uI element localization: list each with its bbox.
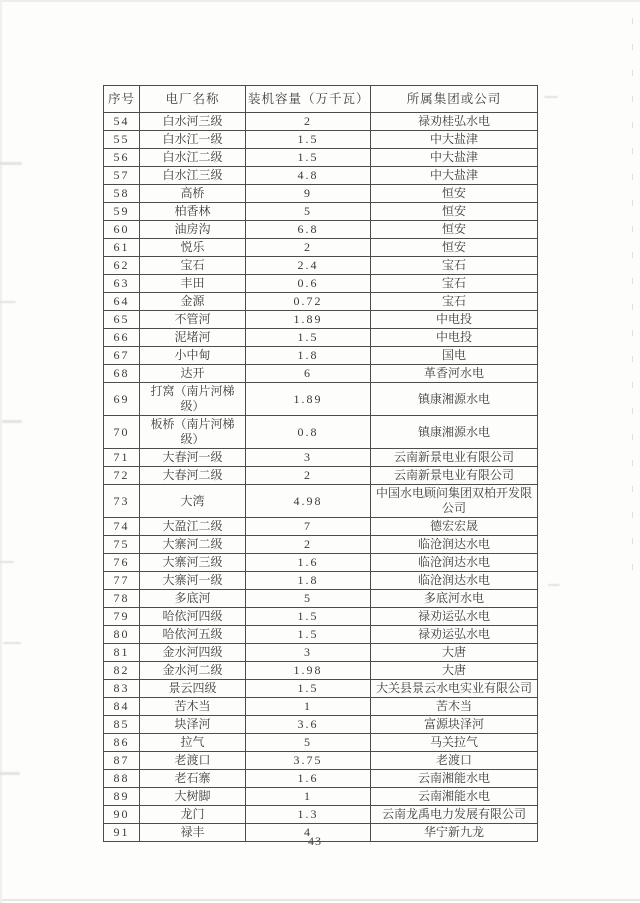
plant-name-cell: 白水江三级: [140, 167, 246, 185]
company-cell: 大唐: [371, 662, 538, 680]
capacity-cell: 3: [246, 644, 371, 662]
serial-cell: 86: [104, 734, 140, 752]
header-row: [104, 86, 538, 113]
scan-smudge: [0, 772, 20, 775]
serial-cell: 84: [104, 698, 140, 716]
company-cell: 中大盐津: [371, 131, 538, 149]
table-row: [104, 203, 538, 221]
table-row: [104, 734, 538, 752]
serial-cell: 73: [104, 485, 140, 518]
company-cell: 中国水电顾问集团双柏开发限公司: [371, 485, 538, 518]
table-row: [104, 716, 538, 734]
plant-name-cell: 大寨河一级: [140, 572, 246, 590]
plant-name-cell: 哈依河四级: [140, 608, 246, 626]
scan-smudge: [544, 96, 558, 98]
table-row: [104, 131, 538, 149]
serial-cell: 89: [104, 788, 140, 806]
capacity-cell: 6.8: [246, 221, 371, 239]
serial-cell: 90: [104, 806, 140, 824]
serial-cell: 72: [104, 467, 140, 485]
company-cell: 富源块泽河: [371, 716, 538, 734]
table-row: [104, 770, 538, 788]
company-cell: 宝石: [371, 257, 538, 275]
table-row: [104, 644, 538, 662]
serial-cell: 67: [104, 347, 140, 365]
table-row: [104, 416, 538, 449]
plant-name-cell: 金水河四级: [140, 644, 246, 662]
serial-cell: 57: [104, 167, 140, 185]
serial-cell: 56: [104, 149, 140, 167]
scan-artifact-line: [632, 18, 633, 588]
plant-name-cell: 宝石: [140, 257, 246, 275]
table-row: [104, 449, 538, 467]
scan-edge-bottom: [0, 899, 640, 901]
table-row: [104, 662, 538, 680]
plant-name-cell: 丰田: [140, 275, 246, 293]
serial-cell: 77: [104, 572, 140, 590]
serial-cell: 75: [104, 536, 140, 554]
serial-cell: 54: [104, 113, 140, 131]
table-row: [104, 257, 538, 275]
plant-name-cell: 多底河: [140, 590, 246, 608]
company-cell: 中电投: [371, 329, 538, 347]
company-cell: 华宁新九龙: [371, 824, 538, 842]
capacity-cell: 1.5: [246, 680, 371, 698]
capacity-cell: 1.6: [246, 770, 371, 788]
plant-name-cell: 小中甸: [140, 347, 246, 365]
plant-name-cell: 白水河三级: [140, 113, 246, 131]
capacity-cell: 9: [246, 185, 371, 203]
plant-name-cell: 达开: [140, 365, 246, 383]
company-cell: 中大盐津: [371, 149, 538, 167]
table-row: [104, 467, 538, 485]
plant-name-cell: 大寨河三级: [140, 554, 246, 572]
table-row: [104, 275, 538, 293]
column-header-serial: 序号: [104, 86, 140, 113]
table-row: [104, 518, 538, 536]
serial-cell: 78: [104, 590, 140, 608]
plant-name-cell: 悦乐: [140, 239, 246, 257]
company-cell: 恒安: [371, 185, 538, 203]
table-row: [104, 167, 538, 185]
capacity-cell: 3.75: [246, 752, 371, 770]
plant-name-cell: 打窝（南片河梯级）: [140, 383, 246, 416]
company-cell: 云南龙禹电力发展有限公司: [371, 806, 538, 824]
table-row: [104, 752, 538, 770]
plant-name-cell: 大寨河二级: [140, 536, 246, 554]
plant-name-cell: 板桥（南片河梯级）: [140, 416, 246, 449]
table-row: [104, 536, 538, 554]
capacity-cell: 5: [246, 203, 371, 221]
plant-name-cell: 柏香林: [140, 203, 246, 221]
company-cell: 恒安: [371, 221, 538, 239]
plant-name-cell: 大湾: [140, 485, 246, 518]
scan-smudge: [0, 301, 16, 303]
plant-name-cell: 苦木当: [140, 698, 246, 716]
serial-cell: 65: [104, 311, 140, 329]
plant-name-cell: 金水河二级: [140, 662, 246, 680]
company-cell: 马关拉气: [371, 734, 538, 752]
plant-name-cell: 老渡口: [140, 752, 246, 770]
capacity-cell: 1.5: [246, 626, 371, 644]
capacity-cell: 1.5: [246, 608, 371, 626]
table-row: [104, 239, 538, 257]
capacity-cell: 7: [246, 518, 371, 536]
serial-cell: 83: [104, 680, 140, 698]
company-cell: 老渡口: [371, 752, 538, 770]
capacity-cell: 2: [246, 239, 371, 257]
table-row: [104, 347, 538, 365]
table-row: [104, 149, 538, 167]
capacity-cell: 2: [246, 467, 371, 485]
power-plant-table: [103, 85, 538, 842]
company-cell: 禄劝桂弘水电: [371, 113, 538, 131]
table-row: [104, 698, 538, 716]
plant-name-cell: 拉气: [140, 734, 246, 752]
plant-name-cell: 大盈江二级: [140, 518, 246, 536]
company-cell: 恒安: [371, 203, 538, 221]
capacity-cell: 1.98: [246, 662, 371, 680]
plant-name-cell: 大春河一级: [140, 449, 246, 467]
company-cell: 宝石: [371, 275, 538, 293]
column-header-company: 所属集团或公司: [371, 86, 538, 113]
capacity-cell: 6: [246, 365, 371, 383]
page-number: 43: [308, 834, 322, 848]
serial-cell: 71: [104, 449, 140, 467]
scan-smudge: [0, 561, 14, 563]
company-cell: 禄劝运弘水电: [371, 626, 538, 644]
serial-cell: 63: [104, 275, 140, 293]
scan-smudge: [2, 420, 22, 423]
table-header: [104, 86, 538, 113]
capacity-cell: 0.72: [246, 293, 371, 311]
company-cell: 临沧润达水电: [371, 536, 538, 554]
capacity-cell: 0.6: [246, 275, 371, 293]
company-cell: 云南新景电业有限公司: [371, 449, 538, 467]
capacity-cell: 2: [246, 536, 371, 554]
capacity-cell: 4.98: [246, 485, 371, 518]
company-cell: 宝石: [371, 293, 538, 311]
serial-cell: 68: [104, 365, 140, 383]
plant-name-cell: 龙门: [140, 806, 246, 824]
serial-cell: 79: [104, 608, 140, 626]
table-body: [104, 113, 538, 842]
table-row: [104, 329, 538, 347]
company-cell: 临沧润达水电: [371, 554, 538, 572]
capacity-cell: 0.8: [246, 416, 371, 449]
serial-cell: 80: [104, 626, 140, 644]
table-row: [104, 113, 538, 131]
table-row: [104, 608, 538, 626]
capacity-cell: 5: [246, 734, 371, 752]
capacity-cell: 1.8: [246, 572, 371, 590]
table-row: [104, 554, 538, 572]
company-cell: 德宏宏晟: [371, 518, 538, 536]
table-row: [104, 185, 538, 203]
serial-cell: 88: [104, 770, 140, 788]
company-cell: 临沧润达水电: [371, 572, 538, 590]
capacity-cell: 4.8: [246, 167, 371, 185]
plant-name-cell: 大春河二级: [140, 467, 246, 485]
plant-name-cell: 泥堵河: [140, 329, 246, 347]
company-cell: 恒安: [371, 239, 538, 257]
company-cell: 革香河水电: [371, 365, 538, 383]
column-header-plant: 电厂名称: [140, 86, 246, 113]
company-cell: 禄劝运弘水电: [371, 608, 538, 626]
company-cell: 大唐: [371, 644, 538, 662]
serial-cell: 85: [104, 716, 140, 734]
table-row: [104, 788, 538, 806]
company-cell: 苦木当: [371, 698, 538, 716]
company-cell: 中大盐津: [371, 167, 538, 185]
capacity-cell: 2: [246, 113, 371, 131]
capacity-cell: 1.5: [246, 131, 371, 149]
table-row: [104, 626, 538, 644]
capacity-cell: 3.6: [246, 716, 371, 734]
capacity-cell: 1.8: [246, 347, 371, 365]
serial-cell: 64: [104, 293, 140, 311]
serial-cell: 81: [104, 644, 140, 662]
scan-smudge: [0, 162, 22, 165]
company-cell: 镇康湘源水电: [371, 383, 538, 416]
serial-cell: 66: [104, 329, 140, 347]
table-row: [104, 806, 538, 824]
serial-cell: 76: [104, 554, 140, 572]
capacity-cell: 5: [246, 590, 371, 608]
plant-name-cell: 老石寨: [140, 770, 246, 788]
company-cell: 云南新景电业有限公司: [371, 467, 538, 485]
company-cell: 镇康湘源水电: [371, 416, 538, 449]
scan-edge-left: [0, 0, 2, 903]
capacity-cell: 1.89: [246, 311, 371, 329]
plant-name-cell: 金源: [140, 293, 246, 311]
capacity-cell: 1.5: [246, 149, 371, 167]
plant-name-cell: 油房沟: [140, 221, 246, 239]
scan-smudge: [3, 642, 21, 644]
scan-edge-top: [0, 0, 640, 2]
plant-name-cell: 大树脚: [140, 788, 246, 806]
plant-name-cell: 不管河: [140, 311, 246, 329]
capacity-cell: 2.4: [246, 257, 371, 275]
company-cell: 国电: [371, 347, 538, 365]
serial-cell: 69: [104, 383, 140, 416]
capacity-cell: 1.3: [246, 806, 371, 824]
serial-cell: 59: [104, 203, 140, 221]
capacity-cell: 1.89: [246, 383, 371, 416]
table-row: [104, 572, 538, 590]
plant-name-cell: 景云四级: [140, 680, 246, 698]
company-cell: 云南湘能水电: [371, 770, 538, 788]
serial-cell: 62: [104, 257, 140, 275]
column-header-capacity: 装机容量（万千瓦）: [246, 86, 371, 113]
capacity-cell: 4: [246, 824, 371, 842]
company-cell: 大关县景云水电实业有限公司: [371, 680, 538, 698]
table-row: [104, 590, 538, 608]
serial-cell: 74: [104, 518, 140, 536]
capacity-cell: 1.5: [246, 329, 371, 347]
plant-name-cell: 白水江一级: [140, 131, 246, 149]
serial-cell: 58: [104, 185, 140, 203]
table-row: [104, 293, 538, 311]
table-row: [104, 485, 538, 518]
plant-name-cell: 哈依河五级: [140, 626, 246, 644]
capacity-cell: 1: [246, 698, 371, 716]
plant-name-cell: 块泽河: [140, 716, 246, 734]
serial-cell: 61: [104, 239, 140, 257]
capacity-cell: 1.6: [246, 554, 371, 572]
plant-name-cell: 白水江二级: [140, 149, 246, 167]
plant-name-cell: 禄丰: [140, 824, 246, 842]
company-cell: 云南湘能水电: [371, 788, 538, 806]
plant-name-cell: 高桥: [140, 185, 246, 203]
serial-cell: 82: [104, 662, 140, 680]
company-cell: 中电投: [371, 311, 538, 329]
capacity-cell: 3: [246, 449, 371, 467]
serial-cell: 55: [104, 131, 140, 149]
serial-cell: 91: [104, 824, 140, 842]
table-row: [104, 311, 538, 329]
capacity-cell: 1: [246, 788, 371, 806]
scan-smudge: [548, 584, 560, 586]
table-row: [104, 680, 538, 698]
table-row: [104, 365, 538, 383]
table-row: [104, 383, 538, 416]
table-row: [104, 221, 538, 239]
serial-cell: 70: [104, 416, 140, 449]
serial-cell: 60: [104, 221, 140, 239]
company-cell: 多底河水电: [371, 590, 538, 608]
serial-cell: 87: [104, 752, 140, 770]
